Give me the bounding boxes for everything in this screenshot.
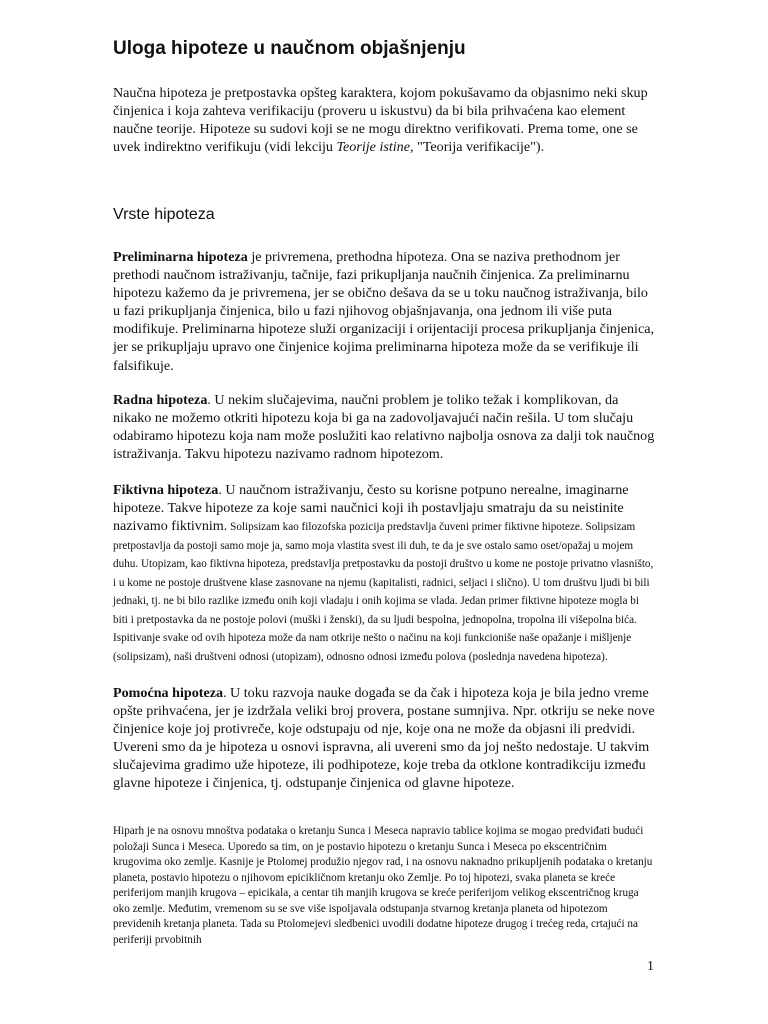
- intro-text: Naučna hipoteza je pretpostavka opšteg karaktera, kojom pokušavamo da objasnimo neki skup činjenica i koja zahteva verifikaciju (proveru u iskustvu) da bi bila prihvaćena kao element naučne teorije. Hipoteze su sudovi koji se ne mogu direktno verifikovati. Prema tome, one se uvek indirektno verifikuju (vidi lekciju: [113, 85, 648, 156]
- fictive-term: Fiktivna hipoteza: [113, 482, 219, 498]
- preliminary-term: Preliminarna hipoteza: [113, 249, 248, 265]
- example-paragraph: Hiparh je na osnovu mnoštva podataka o kretanju Sunca i Meseca napravio tablice kojima se mogao predviđati budući položaji Sunca i Meseca. Uporedo sa tim, on je postavio hipotezu o kretanju Sunca i Meseca po ekscentričnim krugovima oko zemlje. Kasnije je Ptolomej produžio njegov rad, i na osnovu naknadno prikupljenih podataka o kretanju planeta, postavio hipotezu o njihovom epicikličnom kretanju oko Zemlje. Po toj hipotezi, svaka planeta se kreće periferijom manjih krugova – epicikala, a centar tih manjih krugova se kreće periferijom velikog ekscentričnog kruga oko zemlje. Međutim, vremenom su se sve više ispoljavala odstupanja stvarnog kretanja planeta od hipotezom previdenih kretanja planeta. Tada su Ptolomejevi sledbenici uvodili dodatne hipoteze drugog i trećeg reda, crtajući na periferiji prvobitnih: [113, 825, 653, 946]
- auxiliary-paragraph: [113, 684, 655, 793]
- intro-italic-reference: Teorije istine: [336, 139, 410, 156]
- fictive-paragraph: [113, 481, 655, 665]
- intro-text-end: , "Teorija verifikacije").: [409, 139, 545, 156]
- section-heading: Vrste hipoteza: [113, 206, 215, 223]
- auxiliary-text: . U toku razvoja nauke događa se da čak i hipoteza koja je bila jedno vreme opšte prihvaćena, jer je izdržala veliki broj provera, postane sumnjiva. Npr. otkriju se neke nove činjenice koje joj protivreče, koje odstupaju od nje, koje ona ne može da objasni ili predvidi. Uvereni smo da je hipoteza u osnovi ispravna, ali uvereni smo da joj nešto nedostaje. U takvim slučajevima gradimo uže hipoteze, ili podhipoteze, koje treba da otklone kontradikciju između glavne hipoteze i činjenica, tj. odstupanje činjenica od glavne hipoteze.: [113, 685, 655, 792]
- working-text: . U nekim slučajevima, naučni problem je toliko težak i komplikovan, da nikako ne možemo otkriti hipotezu koja bi ga na zadovoljavajući način rešila. U tom slučaju odabiramo hipotezu koja nam može poslužiti kao relativno najbolja osnova za dalji tok naučnog istraživanja. Takvu hipotezu nazivamo radnom hipotezom.: [113, 392, 655, 463]
- preliminary-paragraph: [113, 248, 655, 375]
- working-term: Radna hipoteza: [113, 392, 208, 408]
- auxiliary-term: Pomoćna hipoteza: [113, 685, 223, 701]
- fictive-example-text: Solipsizam kao filozofska pozicija predstavlja čuveni primer fiktivne hipoteze. Solipsizam pretpostavlja da postoji samo moje ja, samo moja vlastita svest ili duh, te da je sve ostalo samo oset/opažaj u mojem duhu. Utopizam, kao fiktivna hipoteza, predstavlja pretpostavku da postoji društvo u kome ne postoje privatno vlasništo, i u kome ne postoje društvene klase zasnovane na njemu (kapitalisti, radnici, seljaci i slično). U tom društvu ljudi bi bili jednaki, tj. ne bi bilo razlike između onih koji vladaju i onih kojima se vlada. Jedan primer fiktivne hipoteze mogla bi biti i pretpostavka da ne postoje polovi (muški i ženski), da su ljudi bespolna, jednopolna, tropolna ili višepolna bića. Ispitivanje svake od ovih hipoteza može da nam otkrije nešto o načinu na koji funkcioniše naše opažanje i mišljenje (solipsizam), naši društveni odnosi (utopizam), odnosno odnosi između polova (poslednja navedena hipoteza).: [113, 521, 654, 663]
- page-number: 1: [647, 959, 654, 974]
- fictive-text: . U naučnom istraživanju, često su korisne potpuno nerealne, imaginarne hipoteze. Takve hipoteze za koje sami naučnici koji ih postavljaju smatraju da su neistinite nazivamo fiktivnim.: [113, 482, 629, 535]
- intro-paragraph: [113, 84, 655, 156]
- preliminary-text: je privremena, prethodna hipoteza. Ona se naziva prethodnom jer prethodi naučnom istraživanju, tačnije, fazi prikupljanja naučnih činjenica. Za preliminarnu hipotezu kažemo da je privremena, jer se obično dešava da se u toku naučnog istraživanja, bilo u fazi prikupljanja činjenica, bilo u fazi njihovog objašnjavanja, ona jednom ili više puta modifikuje. Preliminarna hipoteze služi organizaciji i orijentaciji procesa prikupljanja činjenica, jer se prikupljaju upravo one činjenice kojima preliminarna hipoteza može da se verifikuje ili falsifikuje.: [113, 249, 654, 374]
- page-title: Uloga hipoteze u naučnom objašnjenju: [113, 38, 466, 59]
- working-paragraph: [113, 391, 655, 463]
